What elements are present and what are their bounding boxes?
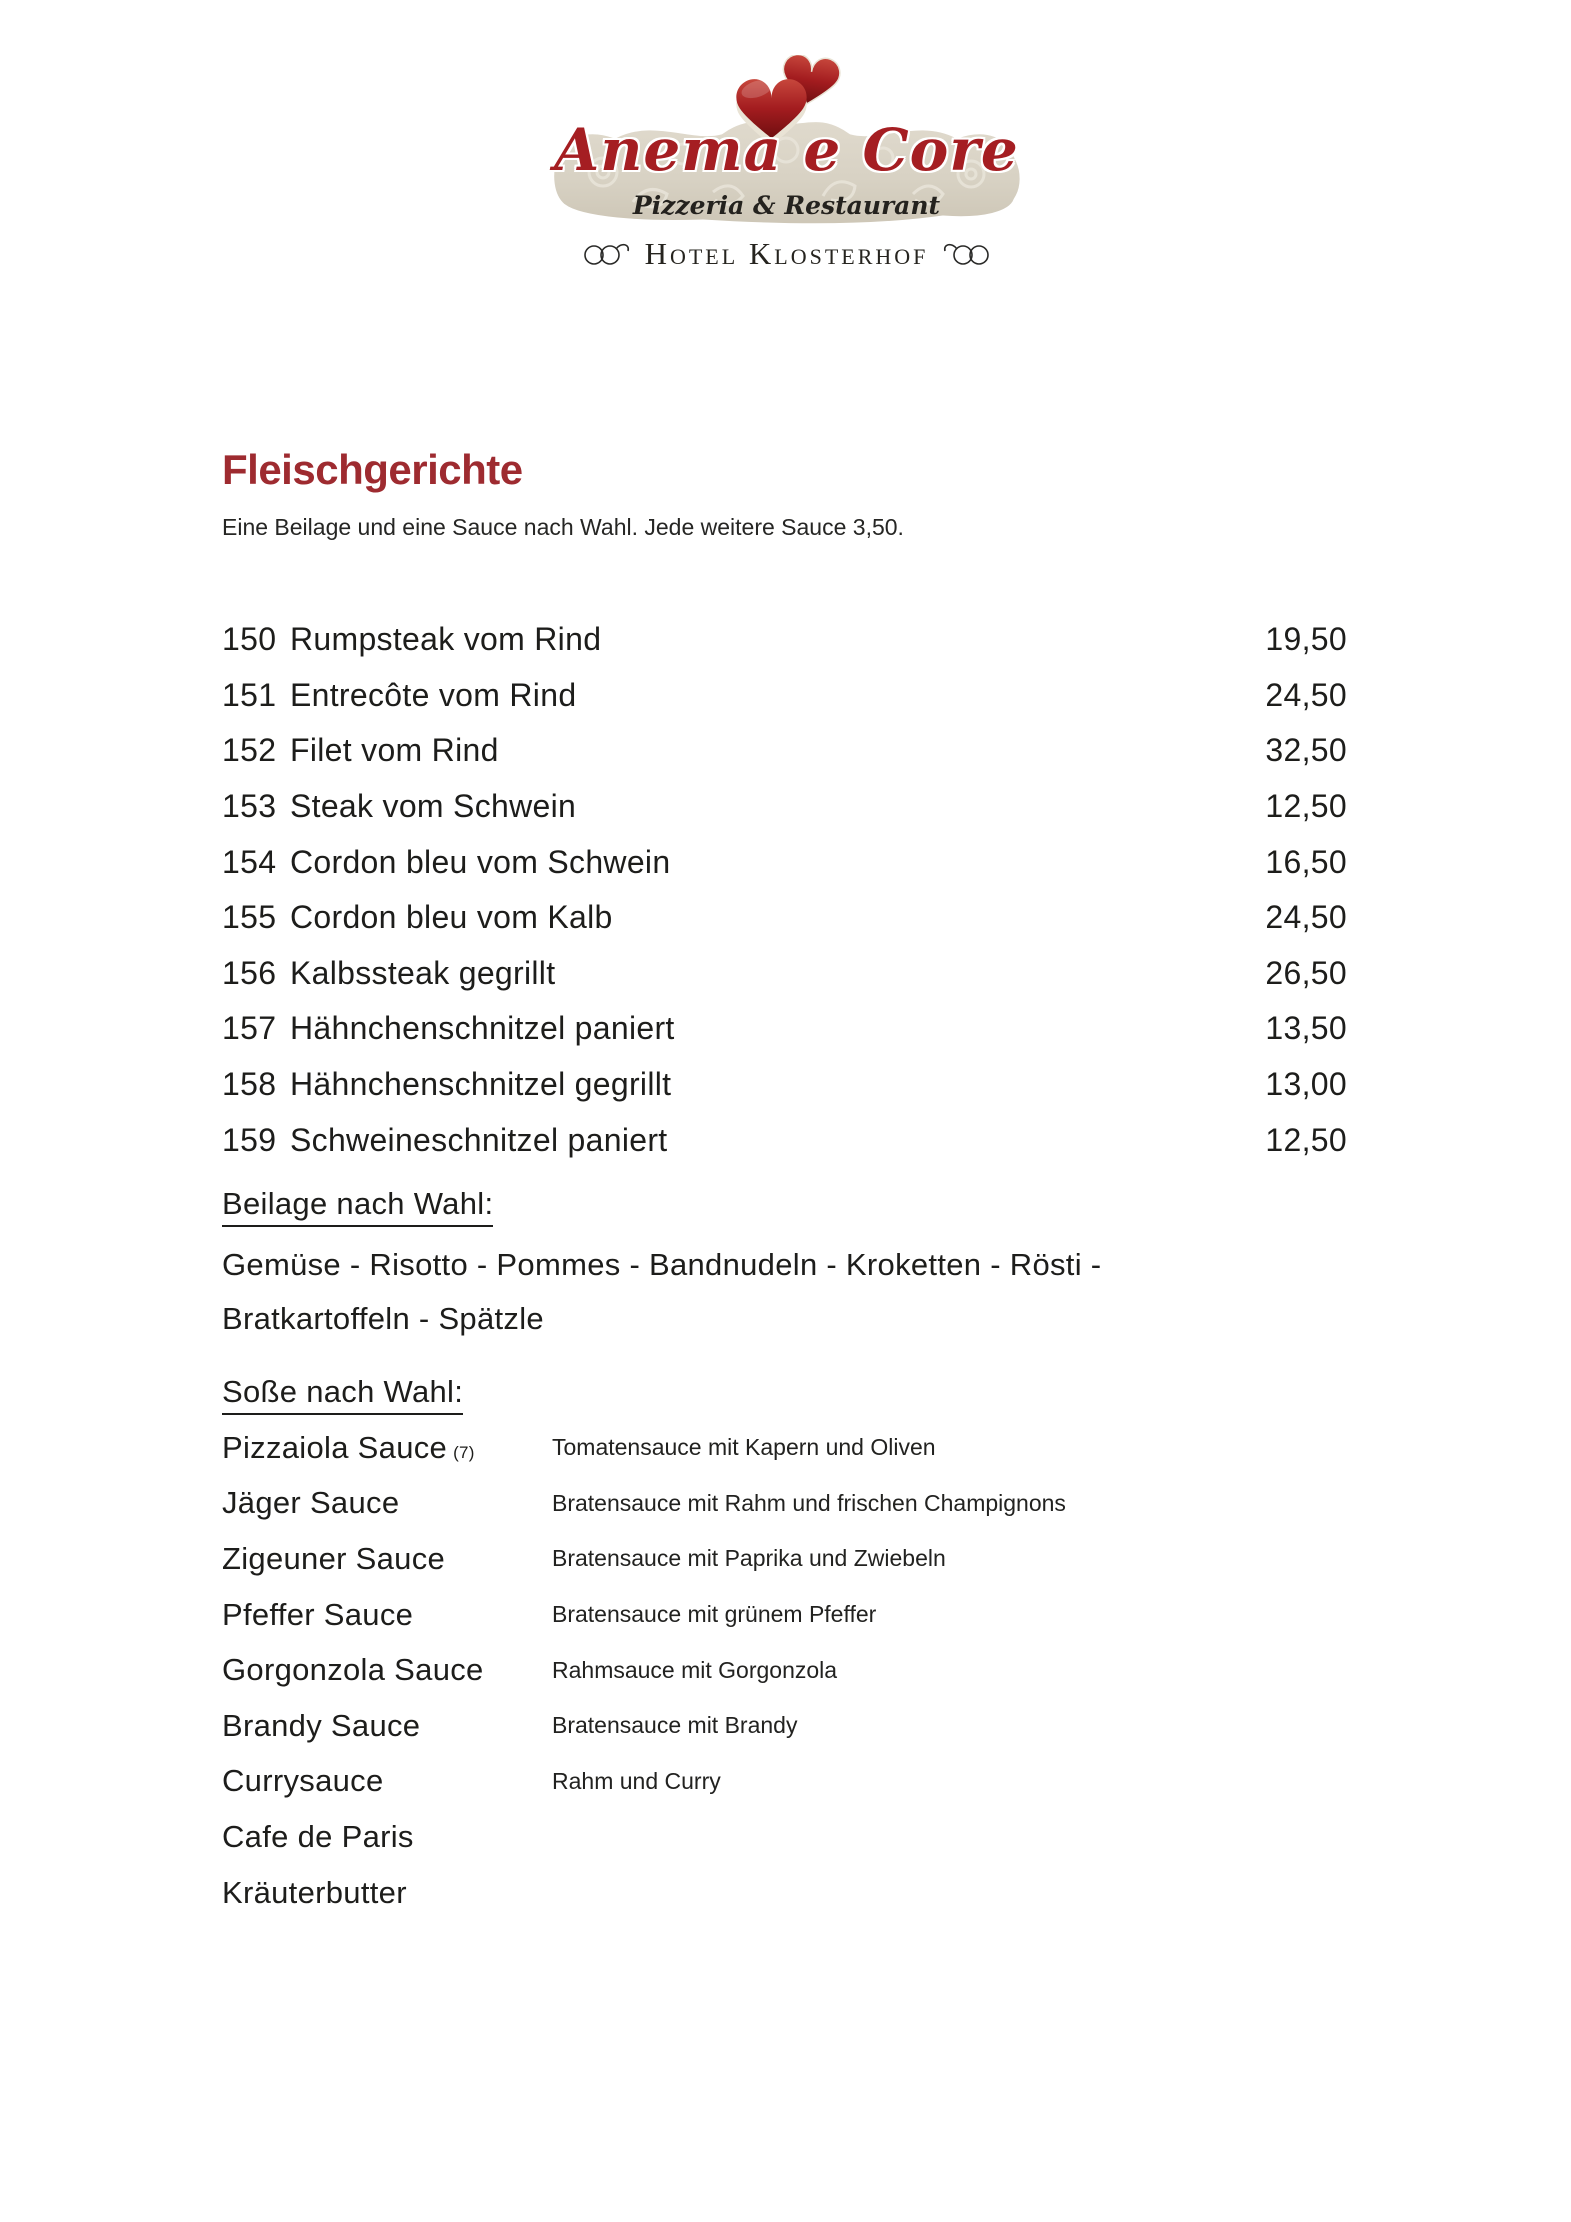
sauces-heading: Soße nach Wahl:	[222, 1374, 463, 1415]
item-name: Steak vom Schwein	[290, 788, 577, 825]
menu-row	[222, 834, 1347, 890]
sauce-name: Pizzaiola Sauce (7)	[222, 1429, 475, 1465]
item-number: 155	[222, 899, 277, 936]
menu-row	[222, 1001, 1347, 1057]
hotel-line	[443, 236, 1130, 272]
item-number: 156	[222, 954, 277, 991]
item-name: Hähnchenschnitzel gegrillt	[290, 1066, 672, 1103]
sauce-name: Currysauce	[222, 1763, 384, 1799]
sauce-row	[222, 1476, 1347, 1532]
restaurant-logo	[543, 55, 1030, 285]
item-number: 151	[222, 676, 277, 713]
item-number: 152	[222, 732, 277, 769]
section-note: Eine Beilage und eine Sauce nach Wahl. Jede weitere Sauce 3,50.	[222, 514, 904, 540]
sides-list	[222, 1238, 1222, 1346]
item-name: Filet vom Rind	[290, 732, 499, 769]
item-price: 13,00	[1265, 1066, 1347, 1103]
sauce-row	[222, 1698, 1347, 1754]
sauce-description: Rahmsauce mit Gorgonzola	[552, 1656, 838, 1683]
item-number: 154	[222, 843, 277, 880]
menu-row	[222, 946, 1347, 1002]
sauce-row	[222, 1754, 1347, 1810]
item-number: 153	[222, 788, 277, 825]
sauce-description: Bratensauce mit Paprika und Zwiebeln	[552, 1545, 946, 1572]
item-price: 26,50	[1265, 954, 1347, 991]
sides-heading: Beilage nach Wahl:	[222, 1186, 493, 1227]
menu-row	[222, 1112, 1347, 1168]
sauce-name: Cafe de Paris	[222, 1818, 414, 1854]
item-name: Schweineschnitzel paniert	[290, 1121, 668, 1158]
sauce-row	[222, 1531, 1347, 1587]
menu-row	[222, 723, 1347, 779]
sauce-name: Brandy Sauce	[222, 1707, 421, 1743]
sides-line-1: Gemüse - Risotto - Pommes - Bandnudeln - Kroketten - Rösti -	[222, 1247, 1102, 1282]
menu-row	[222, 668, 1347, 724]
sauce-description: Bratensauce mit grünem Pfeffer	[552, 1601, 877, 1628]
sauce-row	[222, 1587, 1347, 1643]
sauce-description: Tomatensauce mit Kapern und Oliven	[552, 1434, 936, 1461]
item-price: 32,50	[1265, 732, 1347, 769]
item-number: 157	[222, 1010, 277, 1047]
hotel-name: Hotel Klosterhof	[644, 236, 929, 271]
item-price: 16,50	[1265, 843, 1347, 880]
item-name: Rumpsteak vom Rind	[290, 621, 602, 658]
sauce-row	[222, 1809, 1347, 1865]
item-number: 159	[222, 1121, 277, 1158]
item-name: Cordon bleu vom Schwein	[290, 843, 671, 880]
item-number: 158	[222, 1066, 277, 1103]
item-name: Entrecôte vom Rind	[290, 676, 577, 713]
item-price: 12,50	[1265, 788, 1347, 825]
item-number: 150	[222, 621, 277, 658]
item-price: 24,50	[1265, 899, 1347, 936]
sauce-description: Bratensauce mit Brandy	[552, 1712, 798, 1739]
sauce-name: Jäger Sauce	[222, 1485, 400, 1521]
rings-ornament-right-icon	[940, 241, 992, 267]
sauce-row	[222, 1642, 1347, 1698]
item-name: Hähnchenschnitzel paniert	[290, 1010, 675, 1047]
menu-row	[222, 890, 1347, 946]
menu-row	[222, 612, 1347, 668]
item-price: 13,50	[1265, 1010, 1347, 1047]
restaurant-name: Anema e Core	[554, 116, 1019, 184]
sauce-name: Pfeffer Sauce	[222, 1596, 414, 1632]
item-name: Cordon bleu vom Kalb	[290, 899, 613, 936]
item-price: 19,50	[1265, 621, 1347, 658]
section-title: Fleischgerichte	[222, 446, 523, 493]
sauce-list	[222, 1420, 1347, 1920]
sauce-description: Bratensauce mit Rahm und frischen Champignons	[552, 1489, 1066, 1516]
menu-item-list	[222, 612, 1347, 1168]
sauce-name: Zigeuner Sauce	[222, 1540, 446, 1576]
sauce-name: Kräuterbutter	[222, 1874, 407, 1910]
logo-tagline: Pizzeria & Restaurant	[632, 191, 941, 220]
sides-line-2: Bratkartoffeln - Spätzle	[222, 1301, 544, 1336]
item-name: Kalbssteak gegrillt	[290, 954, 556, 991]
item-price: 24,50	[1265, 676, 1347, 713]
sauce-description: Rahm und Curry	[552, 1767, 721, 1794]
rings-ornament-left-icon	[581, 241, 633, 267]
sauce-name: Gorgonzola Sauce	[222, 1652, 484, 1688]
item-price: 12,50	[1265, 1121, 1347, 1158]
sauce-allergen: (7)	[453, 1442, 475, 1462]
menu-row	[222, 779, 1347, 835]
sauce-row	[222, 1865, 1347, 1921]
menu-row	[222, 1057, 1347, 1113]
sauce-row	[222, 1420, 1347, 1476]
